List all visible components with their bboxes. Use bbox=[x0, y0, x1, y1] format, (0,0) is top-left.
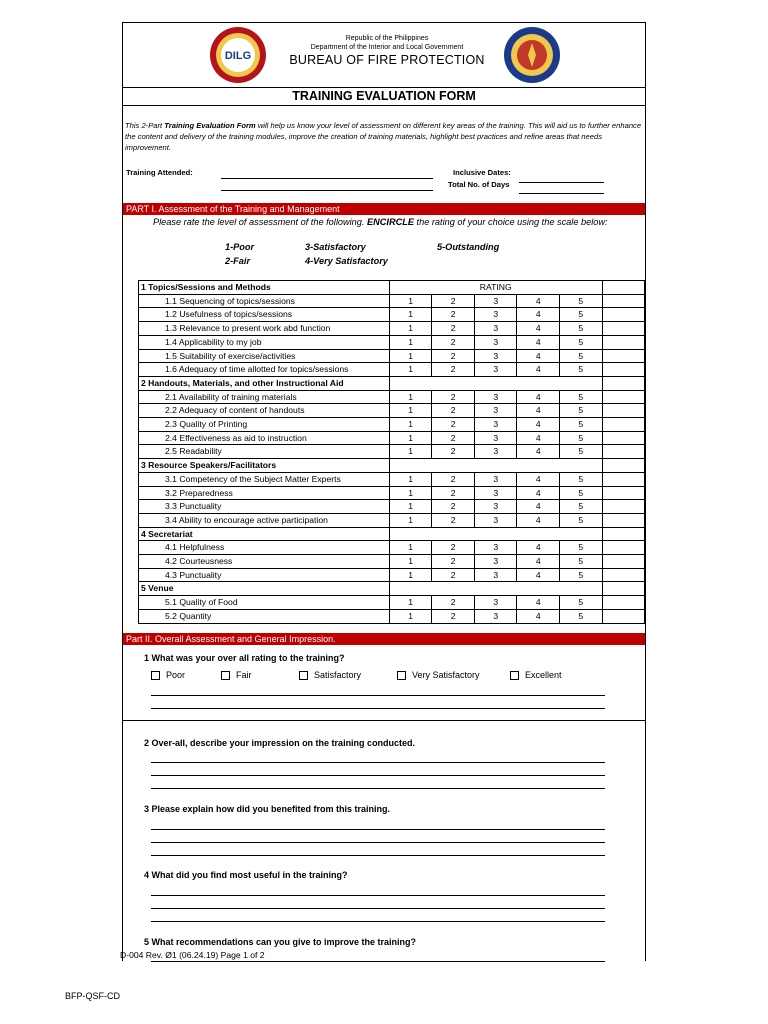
item-label: 3.2 Preparedness bbox=[139, 486, 390, 500]
blank-cell bbox=[602, 308, 645, 322]
choice-label: Satisfactory bbox=[314, 670, 362, 680]
checkbox-icon[interactable] bbox=[397, 671, 406, 680]
rating-option-1[interactable]: 1 bbox=[389, 322, 432, 336]
q1-answer-line-1[interactable] bbox=[151, 695, 605, 696]
blank-cell bbox=[602, 459, 645, 473]
checkbox-icon[interactable] bbox=[299, 671, 308, 680]
section-divider bbox=[123, 720, 645, 721]
rating-option-3[interactable]: 3 bbox=[474, 363, 517, 377]
blank-cell bbox=[602, 445, 645, 459]
rating-option-5[interactable]: 5 bbox=[559, 335, 602, 349]
table-row bbox=[139, 486, 645, 500]
rating-option-4[interactable]: 4 bbox=[517, 390, 560, 404]
category-row bbox=[139, 582, 645, 596]
rating-option-2[interactable]: 2 bbox=[432, 322, 475, 336]
blank-cell bbox=[602, 294, 645, 308]
rating-option-3[interactable]: 3 bbox=[474, 486, 517, 500]
total-days-label: Total No. of Days bbox=[448, 180, 510, 189]
checkbox-icon[interactable] bbox=[510, 671, 519, 680]
q4-answer-line-1[interactable] bbox=[151, 895, 605, 896]
rating-option-2[interactable]: 2 bbox=[432, 390, 475, 404]
rating-option-3[interactable]: 3 bbox=[474, 322, 517, 336]
footer-revision: D-004 Rev. Ø1 (06.24.19) Page 1 of 2 bbox=[120, 950, 265, 960]
scale-3: 3-Satisfactory bbox=[305, 242, 366, 252]
item-label: 1.6 Adequacy of time allotted for topics/sessions bbox=[139, 363, 390, 377]
rating-choice-poor[interactable] bbox=[151, 670, 185, 680]
rating-option-2[interactable]: 2 bbox=[432, 349, 475, 363]
scale-5: 5-Outstanding bbox=[437, 242, 500, 252]
category-label: 5 Venue bbox=[139, 582, 390, 596]
table-row bbox=[139, 418, 645, 432]
rating-header: RATING bbox=[389, 281, 602, 295]
q5-answer-line-1[interactable] bbox=[151, 961, 605, 962]
rating-option-4[interactable]: 4 bbox=[517, 513, 560, 527]
table-row bbox=[139, 472, 645, 486]
table-row bbox=[139, 294, 645, 308]
rating-option-5[interactable]: 5 bbox=[559, 486, 602, 500]
rating-option-2[interactable]: 2 bbox=[432, 431, 475, 445]
rating-option-1[interactable]: 1 bbox=[389, 418, 432, 432]
blank-cell bbox=[602, 431, 645, 445]
item-label: 1.5 Suitability of exercise/activities bbox=[139, 349, 390, 363]
rating-option-5[interactable]: 5 bbox=[559, 294, 602, 308]
table-row bbox=[139, 363, 645, 377]
rating-option-1[interactable]: 1 bbox=[389, 294, 432, 308]
dilg-seal-icon bbox=[209, 26, 267, 84]
rating-option-3[interactable]: 3 bbox=[474, 472, 517, 486]
rating-option-3[interactable]: 3 bbox=[474, 555, 517, 569]
rating-option-2[interactable]: 2 bbox=[432, 500, 475, 514]
table-row bbox=[139, 500, 645, 514]
rating-option-2[interactable]: 2 bbox=[432, 418, 475, 432]
blank-cell bbox=[602, 582, 645, 596]
rating-option-4[interactable]: 4 bbox=[517, 418, 560, 432]
item-label: 2.3 Quality of Printing bbox=[139, 418, 390, 432]
rating-option-4[interactable]: 4 bbox=[517, 431, 560, 445]
blank-rating-cell bbox=[389, 459, 602, 473]
choice-label: Fair bbox=[236, 670, 252, 680]
blank-cell bbox=[602, 349, 645, 363]
table-row bbox=[139, 568, 645, 582]
blank-cell bbox=[602, 322, 645, 336]
rating-option-4[interactable]: 4 bbox=[517, 294, 560, 308]
table-row bbox=[139, 609, 645, 623]
rating-option-5[interactable]: 5 bbox=[559, 568, 602, 582]
blank-cell bbox=[602, 404, 645, 418]
blank-cell bbox=[602, 390, 645, 404]
rating-option-4[interactable]: 4 bbox=[517, 596, 560, 610]
rating-option-1[interactable]: 1 bbox=[389, 472, 432, 486]
table-row bbox=[139, 404, 645, 418]
rating-choice-excellent[interactable] bbox=[510, 670, 562, 680]
item-label: 2.2 Adequacy of content of handouts bbox=[139, 404, 390, 418]
inclusive-dates-label: Inclusive Dates: bbox=[453, 168, 511, 177]
rating-option-5[interactable]: 5 bbox=[559, 404, 602, 418]
part2-heading: Part II. Overall Assessment and General Impression. bbox=[123, 633, 645, 645]
q2-answer-line-1[interactable] bbox=[151, 762, 605, 763]
table-row bbox=[139, 541, 645, 555]
q3-answer-line-1[interactable] bbox=[151, 829, 605, 830]
rating-option-5[interactable]: 5 bbox=[559, 513, 602, 527]
choice-label: Excellent bbox=[525, 670, 562, 680]
blank-cell bbox=[602, 281, 645, 295]
rating-option-5[interactable]: 5 bbox=[559, 445, 602, 459]
blank-cell bbox=[602, 527, 645, 541]
scale-4: 4-Very Satisfactory bbox=[305, 256, 388, 266]
blank-cell bbox=[602, 541, 645, 555]
rating-option-1[interactable]: 1 bbox=[389, 609, 432, 623]
table-row bbox=[139, 513, 645, 527]
table-row bbox=[139, 555, 645, 569]
rating-option-5[interactable]: 5 bbox=[559, 500, 602, 514]
rating-option-2[interactable]: 2 bbox=[432, 472, 475, 486]
rating-option-3[interactable]: 3 bbox=[474, 404, 517, 418]
item-label: 1.2 Usefulness of topics/sessions bbox=[139, 308, 390, 322]
rating-option-5[interactable]: 5 bbox=[559, 555, 602, 569]
rating-option-5[interactable]: 5 bbox=[559, 431, 602, 445]
training-attended-line-1[interactable] bbox=[221, 178, 433, 179]
rating-option-3[interactable]: 3 bbox=[474, 308, 517, 322]
training-attended-line-2[interactable] bbox=[221, 190, 433, 191]
blank-cell bbox=[602, 472, 645, 486]
rating-option-5[interactable]: 5 bbox=[559, 541, 602, 555]
rating-option-1[interactable]: 1 bbox=[389, 500, 432, 514]
blank-cell bbox=[602, 376, 645, 390]
rating-option-4[interactable]: 4 bbox=[517, 555, 560, 569]
intro-bold: Training Evaluation Form bbox=[164, 121, 256, 130]
intro-post: will help us know your level of assessment on different key areas of the training. This will aid us to further enhance the content and delivery of the training modules, improve the creation of training materials, highlight best practices and refine areas that needs improvement. bbox=[125, 121, 642, 152]
republic-line: Republic of the Philippines bbox=[345, 35, 429, 42]
category-label: 1 Topics/Sessions and Methods bbox=[139, 281, 390, 295]
rating-option-2[interactable]: 2 bbox=[432, 555, 475, 569]
rating-option-4[interactable]: 4 bbox=[517, 541, 560, 555]
instruction-post: the rating of your choice using the scale below: bbox=[416, 217, 608, 227]
rating-option-4[interactable]: 4 bbox=[517, 568, 560, 582]
rating-option-4[interactable]: 4 bbox=[517, 308, 560, 322]
rating-option-5[interactable]: 5 bbox=[559, 322, 602, 336]
blank-cell bbox=[602, 596, 645, 610]
table-row bbox=[139, 431, 645, 445]
rating-option-1[interactable]: 1 bbox=[389, 568, 432, 582]
question-3: 3 Please explain how did you benefited from this training. bbox=[144, 804, 391, 814]
rating-choice-fair[interactable] bbox=[221, 670, 252, 680]
checkbox-icon[interactable] bbox=[221, 671, 230, 680]
table-row bbox=[139, 445, 645, 459]
rating-option-1[interactable]: 1 bbox=[389, 555, 432, 569]
rating-option-4[interactable]: 4 bbox=[517, 486, 560, 500]
rating-option-2[interactable]: 2 bbox=[432, 568, 475, 582]
item-label: 3.1 Competency of the Subject Matter Experts bbox=[139, 472, 390, 486]
rating-option-2[interactable]: 2 bbox=[432, 513, 475, 527]
choice-label: Poor bbox=[166, 670, 186, 680]
intro-paragraph bbox=[125, 120, 643, 153]
item-label: 2.4 Effectiveness as aid to instruction bbox=[139, 431, 390, 445]
rating-option-2[interactable]: 2 bbox=[432, 541, 475, 555]
rating-option-1[interactable]: 1 bbox=[389, 596, 432, 610]
question-5: 5 What recommendations can you give to improve the training? bbox=[144, 937, 417, 947]
item-label: 2.1 Availability of training materials bbox=[139, 390, 390, 404]
item-label: 1.3 Relevance to present work abd function bbox=[139, 322, 390, 336]
q2-answer-line-2[interactable] bbox=[151, 775, 605, 776]
item-label: 3.4 Ability to encourage active participation bbox=[139, 513, 390, 527]
rating-option-5[interactable]: 5 bbox=[559, 609, 602, 623]
blank-cell bbox=[602, 568, 645, 582]
rating-option-3[interactable]: 3 bbox=[474, 609, 517, 623]
rating-option-1[interactable]: 1 bbox=[389, 404, 432, 418]
rating-option-4[interactable]: 4 bbox=[517, 363, 560, 377]
item-label: 4.2 Courteusness bbox=[139, 555, 390, 569]
rating-option-2[interactable]: 2 bbox=[432, 486, 475, 500]
category-row bbox=[139, 527, 645, 541]
rating-option-2[interactable]: 2 bbox=[432, 609, 475, 623]
instruction-pre: Please rate the level of assessment of the following. bbox=[153, 217, 365, 227]
total-days-line[interactable] bbox=[519, 193, 604, 194]
part1-heading: PART I. Assessment of the Training and Management bbox=[123, 203, 645, 215]
rating-option-2[interactable]: 2 bbox=[432, 363, 475, 377]
rating-option-5[interactable]: 5 bbox=[559, 472, 602, 486]
rating-option-3[interactable]: 3 bbox=[474, 294, 517, 308]
rating-option-3[interactable]: 3 bbox=[474, 445, 517, 459]
rating-option-5[interactable]: 5 bbox=[559, 418, 602, 432]
rating-option-3[interactable]: 3 bbox=[474, 418, 517, 432]
item-label: 4.3 Punctuality bbox=[139, 568, 390, 582]
blank-cell bbox=[602, 363, 645, 377]
rating-option-4[interactable]: 4 bbox=[517, 472, 560, 486]
category-row bbox=[139, 459, 645, 473]
form-page bbox=[122, 22, 646, 961]
rating-option-1[interactable]: 1 bbox=[389, 445, 432, 459]
intro-pre: This 2-Part bbox=[125, 121, 163, 130]
q2-answer-line-3[interactable] bbox=[151, 788, 605, 789]
rating-option-2[interactable]: 2 bbox=[432, 445, 475, 459]
item-label: 4.1 Helpfulness bbox=[139, 541, 390, 555]
rating-option-4[interactable]: 4 bbox=[517, 609, 560, 623]
blank-cell bbox=[602, 335, 645, 349]
rating-option-3[interactable]: 3 bbox=[474, 596, 517, 610]
rating-option-1[interactable]: 1 bbox=[389, 541, 432, 555]
bfp-seal-icon bbox=[503, 26, 561, 84]
rating-choice-very-satisfactory[interactable] bbox=[397, 670, 480, 680]
rating-option-2[interactable]: 2 bbox=[432, 404, 475, 418]
blank-cell bbox=[602, 513, 645, 527]
rating-option-3[interactable]: 3 bbox=[474, 349, 517, 363]
q1-answer-line-2[interactable] bbox=[151, 708, 605, 709]
rating-header-row bbox=[139, 281, 645, 295]
blank-rating-cell bbox=[389, 376, 602, 390]
rating-option-2[interactable]: 2 bbox=[432, 335, 475, 349]
item-label: 2.5 Readability bbox=[139, 445, 390, 459]
rating-option-4[interactable]: 4 bbox=[517, 445, 560, 459]
rating-option-1[interactable]: 1 bbox=[389, 349, 432, 363]
rating-option-4[interactable]: 4 bbox=[517, 335, 560, 349]
rating-option-4[interactable]: 4 bbox=[517, 500, 560, 514]
table-row bbox=[139, 390, 645, 404]
rating-option-4[interactable]: 4 bbox=[517, 404, 560, 418]
header-text bbox=[273, 35, 501, 67]
table-row bbox=[139, 322, 645, 336]
blank-cell bbox=[602, 555, 645, 569]
question-4: 4 What did you find most useful in the training? bbox=[144, 870, 348, 880]
category-label: 3 Resource Speakers/Facilitators bbox=[139, 459, 390, 473]
category-row bbox=[139, 376, 645, 390]
bureau-line: BUREAU OF FIRE PROTECTION bbox=[289, 53, 485, 67]
rating-option-1[interactable]: 1 bbox=[389, 513, 432, 527]
q3-answer-line-2[interactable] bbox=[151, 842, 605, 843]
item-label: 5.2 Quantity bbox=[139, 609, 390, 623]
blank-cell bbox=[602, 609, 645, 623]
rating-option-4[interactable]: 4 bbox=[517, 349, 560, 363]
part1-instruction bbox=[153, 216, 623, 228]
rating-option-3[interactable]: 3 bbox=[474, 568, 517, 582]
category-label: 4 Secretariat bbox=[139, 527, 390, 541]
rating-option-1[interactable]: 1 bbox=[389, 308, 432, 322]
rating-option-1[interactable]: 1 bbox=[389, 431, 432, 445]
table-row bbox=[139, 596, 645, 610]
rating-option-5[interactable]: 5 bbox=[559, 390, 602, 404]
dilg-logo-text: DILG bbox=[224, 50, 252, 62]
q4-answer-line-3[interactable] bbox=[151, 921, 605, 922]
rating-option-1[interactable]: 1 bbox=[389, 363, 432, 377]
rating-option-1[interactable]: 1 bbox=[389, 390, 432, 404]
rating-option-5[interactable]: 5 bbox=[559, 308, 602, 322]
rating-option-5[interactable]: 5 bbox=[559, 349, 602, 363]
item-label: 3.3 Punctuality bbox=[139, 500, 390, 514]
rating-option-5[interactable]: 5 bbox=[559, 363, 602, 377]
scale-2: 2-Fair bbox=[225, 256, 251, 266]
rating-option-3[interactable]: 3 bbox=[474, 500, 517, 514]
inclusive-dates-line[interactable] bbox=[519, 182, 604, 183]
q3-answer-line-3[interactable] bbox=[151, 855, 605, 856]
rating-option-3[interactable]: 3 bbox=[474, 390, 517, 404]
department-line: Department of the Interior and Local Government bbox=[310, 44, 464, 51]
rating-option-1[interactable]: 1 bbox=[389, 335, 432, 349]
blank-cell bbox=[602, 486, 645, 500]
blank-cell bbox=[602, 418, 645, 432]
rating-option-5[interactable]: 5 bbox=[559, 596, 602, 610]
rating-option-4[interactable]: 4 bbox=[517, 322, 560, 336]
rating-choice-satisfactory[interactable] bbox=[299, 670, 361, 680]
instruction-bold: ENCIRCLE bbox=[367, 217, 414, 227]
rating-option-1[interactable]: 1 bbox=[389, 486, 432, 500]
q4-answer-line-2[interactable] bbox=[151, 908, 605, 909]
blank-rating-cell bbox=[389, 582, 602, 596]
scale-1: 1-Poor bbox=[225, 242, 255, 252]
form-header bbox=[123, 23, 645, 87]
category-label: 2 Handouts, Materials, and other Instructional Aid bbox=[139, 376, 390, 390]
choice-label: Very Satisfactory bbox=[412, 670, 480, 680]
training-attended-label: Training Attended: bbox=[126, 168, 193, 177]
checkbox-icon[interactable] bbox=[151, 671, 160, 680]
question-1: 1 What was your over all rating to the training? bbox=[144, 653, 345, 663]
rating-option-3[interactable]: 3 bbox=[474, 541, 517, 555]
rating-option-2[interactable]: 2 bbox=[432, 596, 475, 610]
rating-table bbox=[138, 280, 645, 624]
form-title: TRAINING EVALUATION FORM bbox=[123, 87, 645, 106]
rating-option-3[interactable]: 3 bbox=[474, 335, 517, 349]
blank-rating-cell bbox=[389, 527, 602, 541]
item-label: 1.1 Sequencing of topics/sessions bbox=[139, 294, 390, 308]
table-row bbox=[139, 349, 645, 363]
rating-option-2[interactable]: 2 bbox=[432, 308, 475, 322]
item-label: 5.1 Quality of Food bbox=[139, 596, 390, 610]
item-label: 1.4 Applicability to my job bbox=[139, 335, 390, 349]
rating-option-2[interactable]: 2 bbox=[432, 294, 475, 308]
rating-option-3[interactable]: 3 bbox=[474, 513, 517, 527]
question-2: 2 Over-all, describe your impression on the training conducted. bbox=[144, 738, 416, 748]
document-id: BFP-QSF-CD bbox=[65, 991, 120, 1001]
table-row bbox=[139, 308, 645, 322]
table-row bbox=[139, 335, 645, 349]
blank-cell bbox=[602, 500, 645, 514]
rating-option-3[interactable]: 3 bbox=[474, 431, 517, 445]
